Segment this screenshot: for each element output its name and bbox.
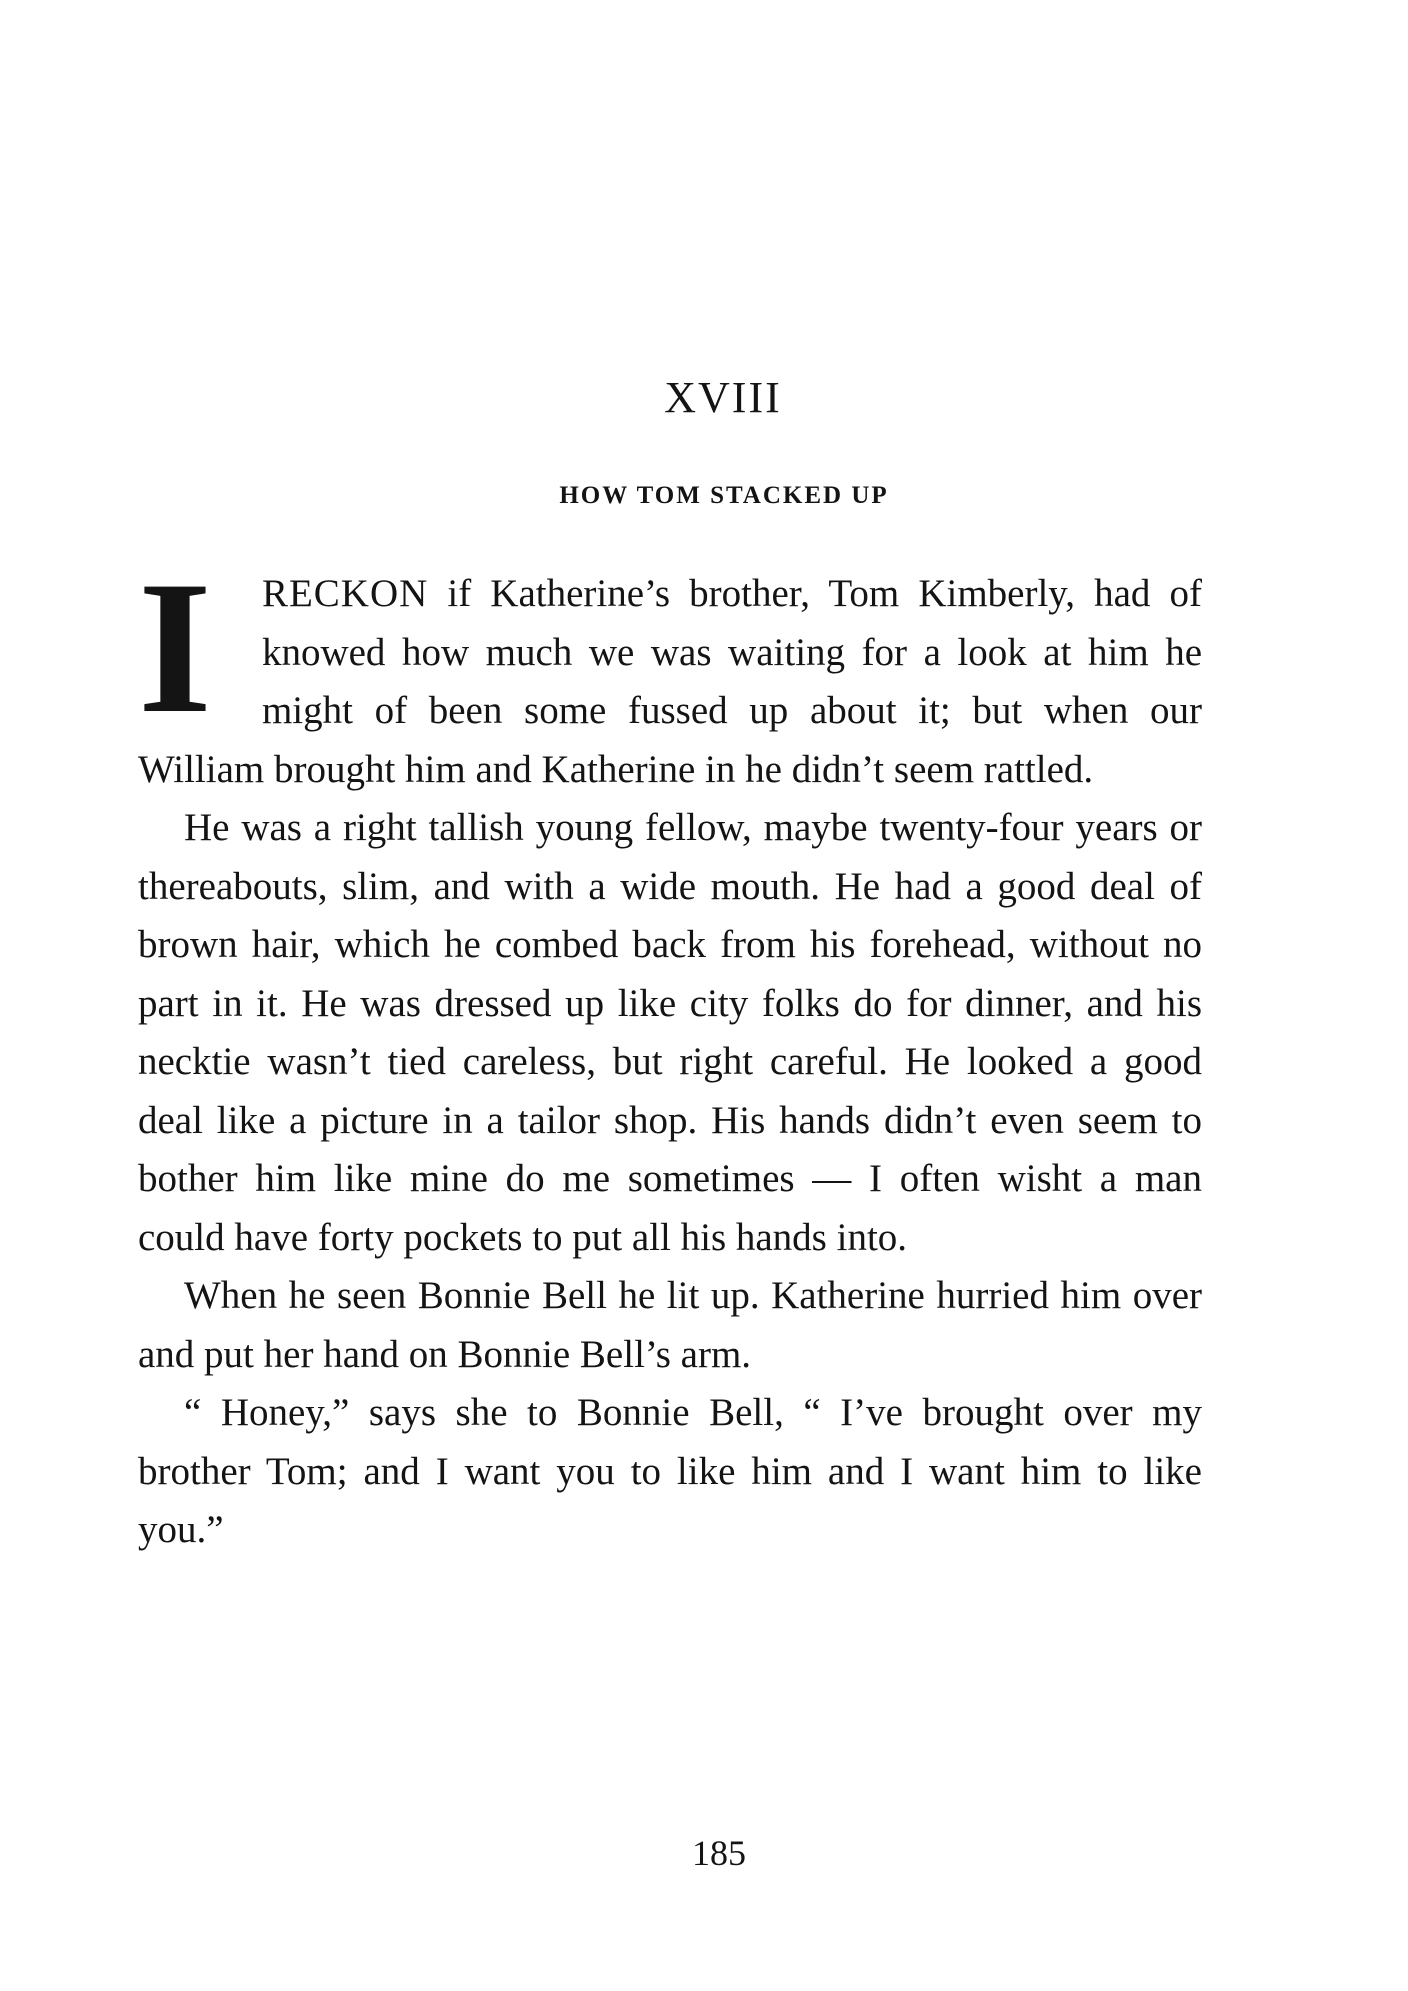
chapter-number: XVIII [664,373,782,422]
paragraph-3: When he seen Bonnie Bell he lit up. Katherine hurried him over and put her hand on Bonnie Bell’s arm. [138,1274,1202,1376]
chapter-title: HOW TOM STACKED UP [559,482,889,509]
paragraph-1 [138,543,1202,799]
chapter-body [138,543,1202,1560]
paragraph-1-text: if Katherine’s brother, Tom Kimberly, had of knowed how much we was waiting for a look at him he might of been some fussed up about it; but when our William brought him and Katherine in he didn’t seem rattled. [138,572,1202,791]
lead-word: RECKON [261,572,429,615]
paragraph-4: “ Honey,” says she to Bonnie Bell, “ I’ve brought over my brother Tom; and I want you to like him and I want him to like you.” [138,1391,1202,1551]
page-number: 185 [692,1833,746,1873]
paragraph-2: He was a right tallish young fellow, maybe twenty-four years or thereabouts, slim, and with a wide mouth. He had a good deal of brown hair, which he combed back from his forehead, without no part in it. He was dressed up like city folks do for dinner, and his necktie wasn’t tied careless, but right careful. He looked a good deal like a picture in a tailor shop. His hands didn’t even seem to bother him like mine do me sometimes — I often wisht a man could have forty pockets to put all his hands into. [138,806,1202,1259]
drop-cap: I [138,543,212,753]
